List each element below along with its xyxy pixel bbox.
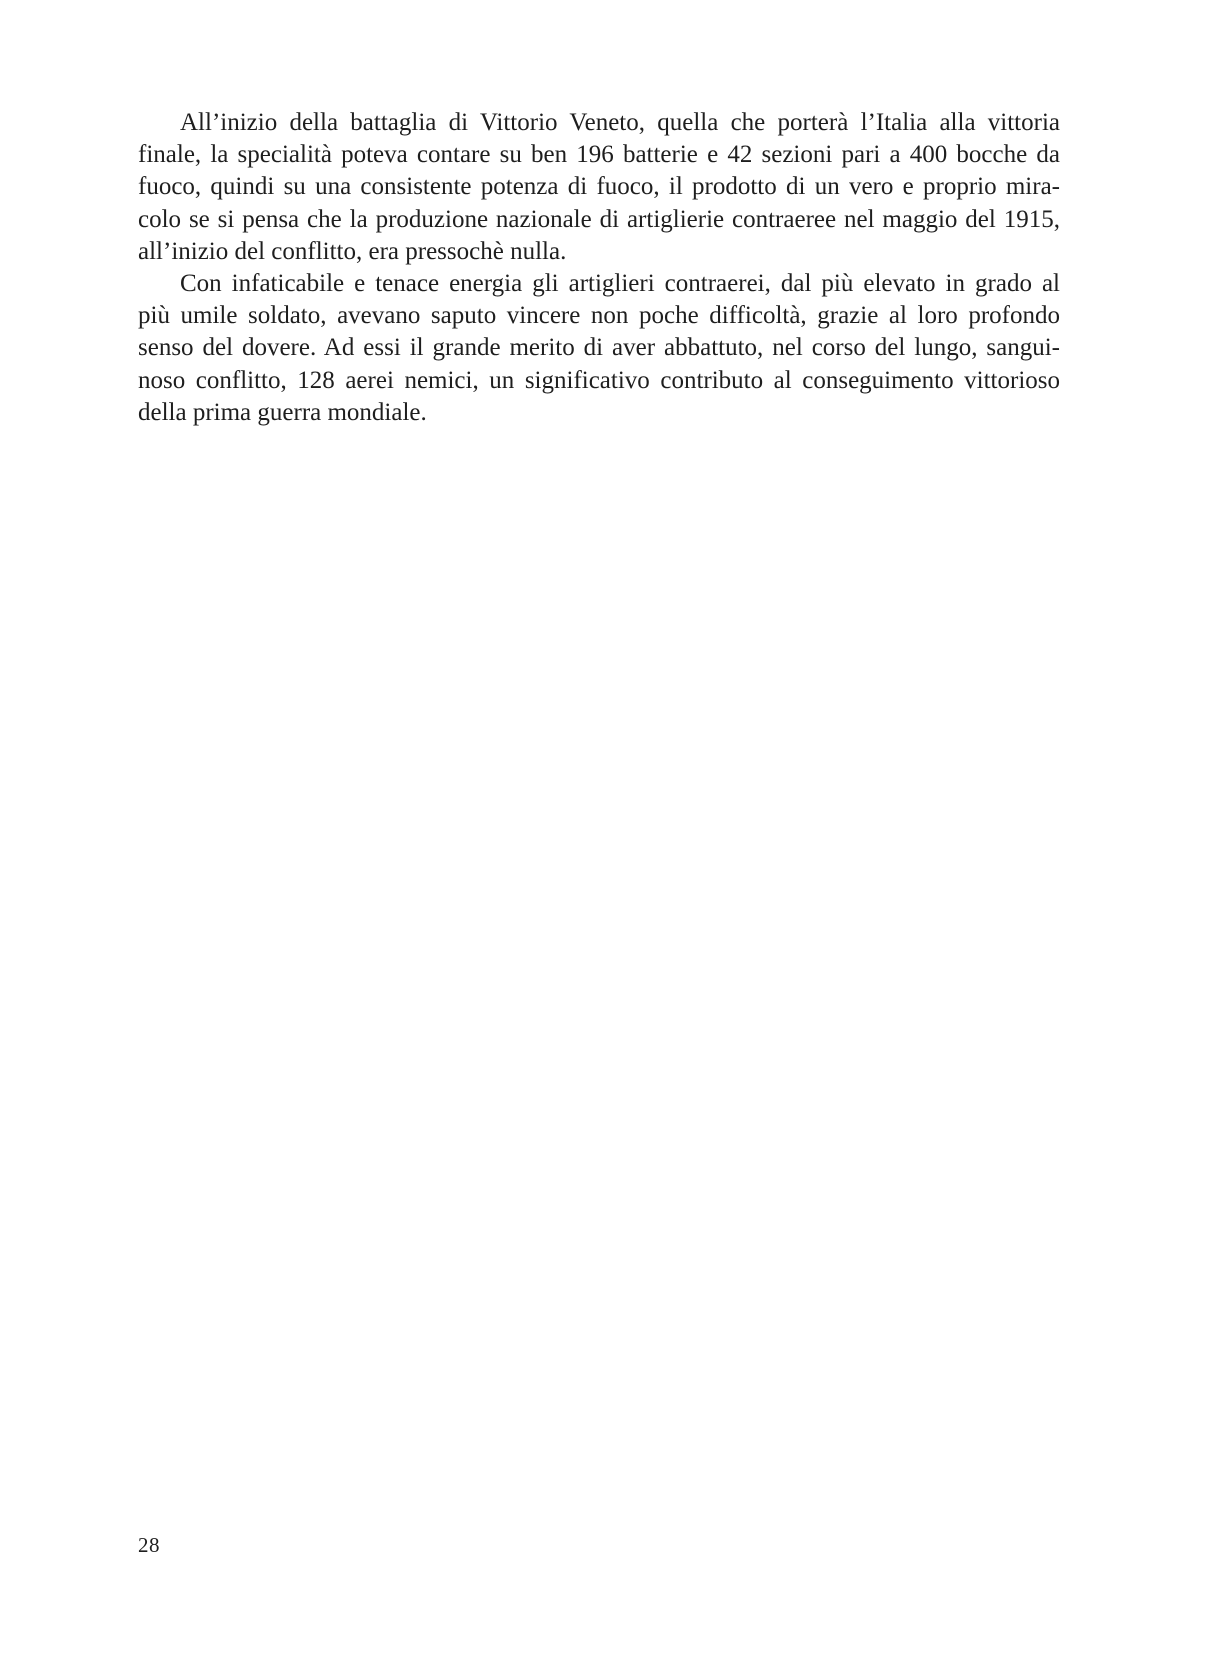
text-line: All’inizio della battaglia di Vittorio Veneto, quella che porterà l’Italia alla vittoria <box>180 109 1060 136</box>
text-line: più umile soldato, avevano saputo vincere non poche difficoltà, grazie al loro profondo <box>138 302 1060 330</box>
text-line: senso del dovere. Ad essi il grande merito di aver abbattuto, nel corso del lungo, sangui- <box>138 334 1060 362</box>
paragraph-2 <box>138 268 1060 429</box>
text-line: finale, la specialità poteva contare su ben 196 batterie e 42 sezioni pari a 400 bocche da <box>138 141 1060 169</box>
body-text <box>138 107 1060 429</box>
text-line: colo se si pensa che la produzione nazionale di artiglierie contraeree nel maggio del 1915, <box>138 205 1060 233</box>
paragraph-1 <box>138 107 1060 268</box>
text-line: noso conflitto, 128 aerei nemici, un significativo contributo al conseguimento vittorioso <box>138 366 1060 394</box>
text-line: fuoco, quindi su una consistente potenza di fuoco, il prodotto di un vero e proprio mira- <box>138 173 1060 201</box>
text-line: della prima guerra mondiale. <box>138 398 427 426</box>
text-line: Con infaticabile e tenace energia gli artiglieri contraerei, dal più elevato in grado al <box>180 270 1060 298</box>
text-line: all’inizio del conflitto, era pressochè nulla. <box>138 237 567 265</box>
page-number: 28 <box>138 1533 160 1557</box>
